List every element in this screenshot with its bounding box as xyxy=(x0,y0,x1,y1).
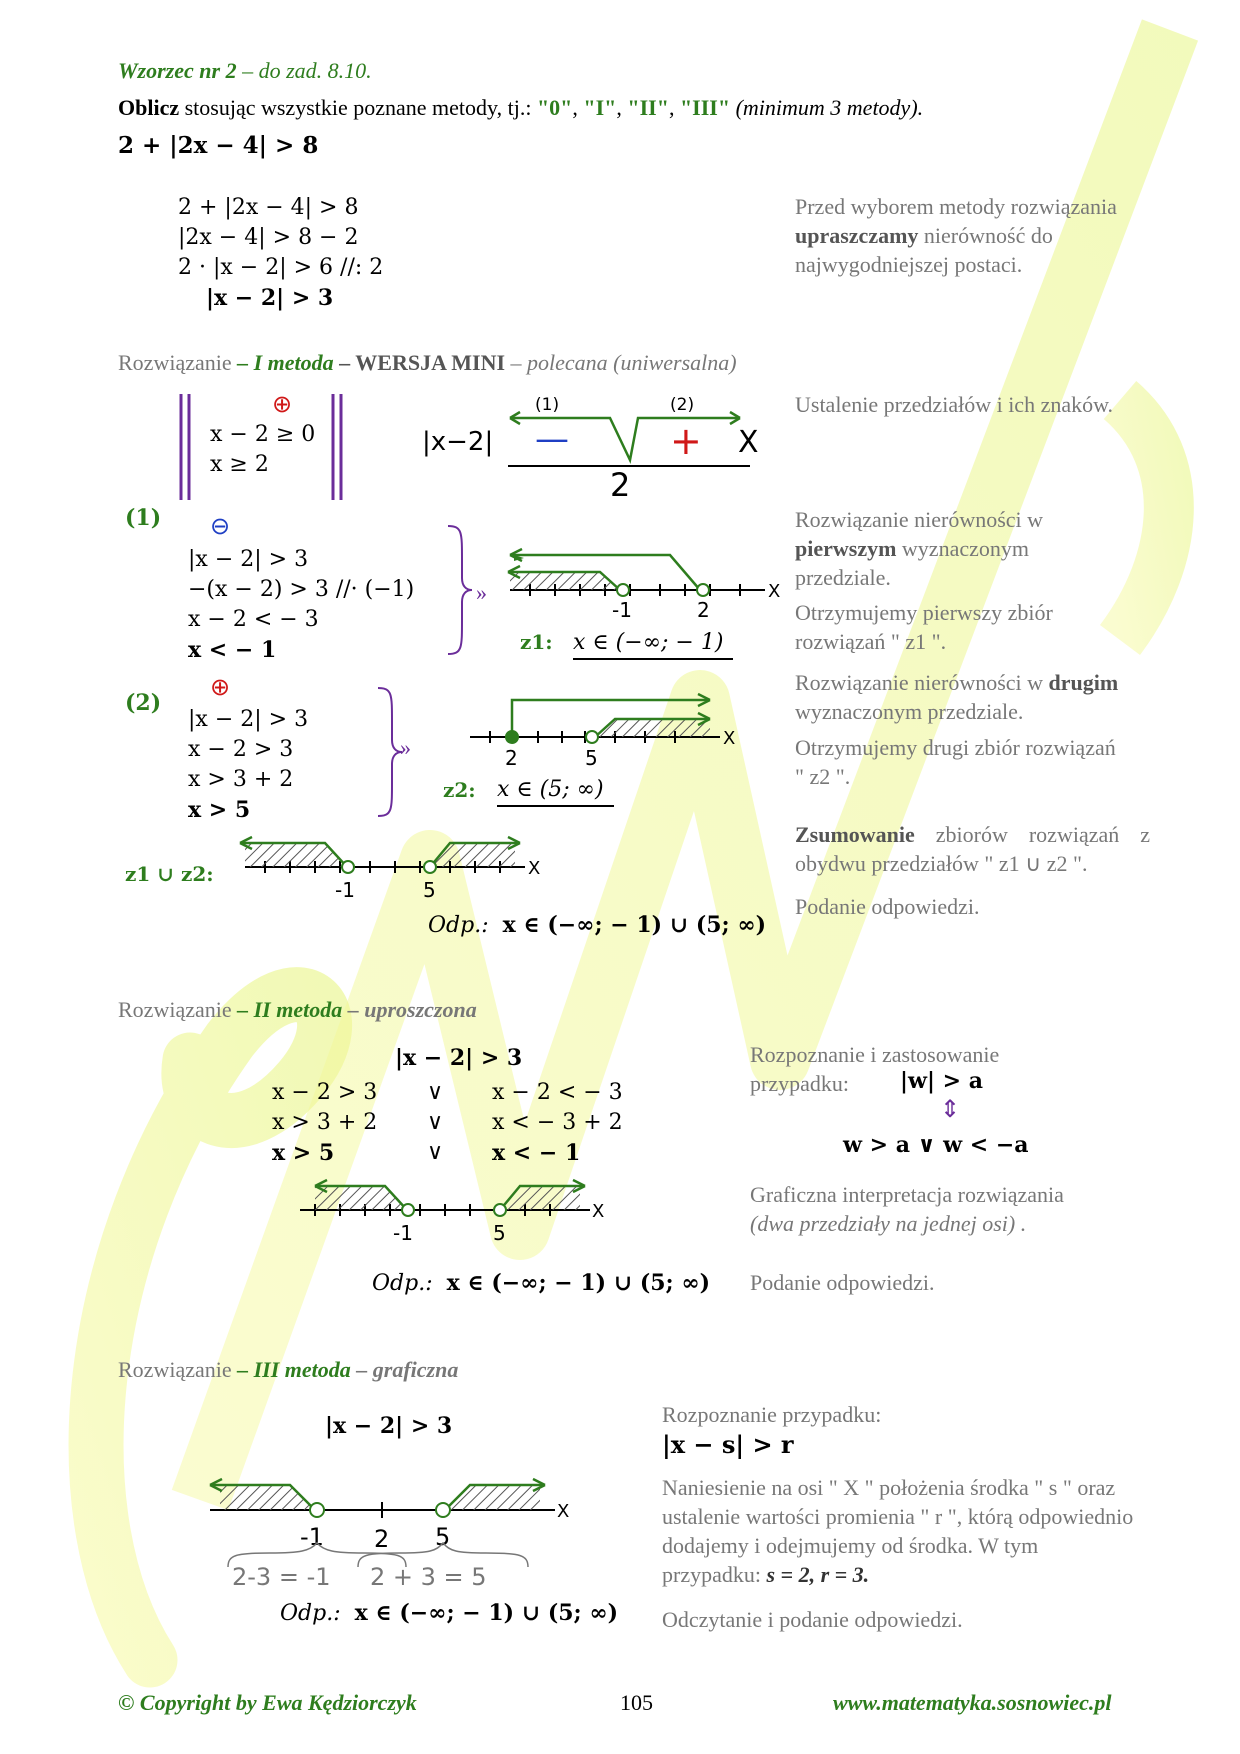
page-number: 105 xyxy=(620,1690,653,1715)
svg-text:X: X xyxy=(528,858,541,879)
tick-2-label: 2 xyxy=(610,466,631,503)
implies-icon: » xyxy=(400,735,411,760)
method2-number-line xyxy=(300,1168,620,1248)
case2-number-line xyxy=(470,685,750,770)
method-3-label: "III" xyxy=(679,95,731,120)
case2-note2: Otrzymujemy drugi zbiór rozwiązań " z2 ". xyxy=(795,735,1116,789)
case1-note2: Otrzymujemy pierwszy zbiór rozwiązań " z1 ". xyxy=(795,600,1053,654)
method1-answer-note: Podanie odpowiedzi. xyxy=(795,894,980,919)
abs-expression: |x−2| xyxy=(422,427,494,457)
right-calc: 2 + 3 = 5 xyxy=(370,1563,487,1591)
method2-answer-note: Podanie odpowiedzi. xyxy=(750,1270,935,1295)
minus-sign-icon: — xyxy=(535,419,569,459)
case2-steps: |x − 2| > 3 x − 2 > 3 x > 3 + 2 x > 5 xyxy=(188,707,309,823)
interval-2-label: (2) xyxy=(670,395,695,415)
main-inequality: 2 + |2x − 4| > 8 xyxy=(118,132,319,159)
method2-case-formula: |w| > a xyxy=(900,1068,983,1094)
method2-tick-minus1: -1 xyxy=(393,1221,413,1245)
svg-text:X: X xyxy=(723,728,736,749)
method3-plot-note: Naniesienie na osi " X " położenia środka " s " oraz ustalenie wartości promienia " r ", którą odpowiednio dodajemy i odejmujemy od środka. W tym przypadku: s = 2, r = 3. xyxy=(662,1475,1134,1587)
pattern-title: Wzorzec nr 2 xyxy=(118,58,237,83)
interval-1-label: (1) xyxy=(535,395,560,415)
svg-text:X: X xyxy=(557,1501,570,1522)
method2-heading: Rozwiązanie – II metoda – uproszczona xyxy=(118,997,477,1022)
case2-note: Rozwiązanie nierówności w drugim wyznaczonym przedziale. xyxy=(795,670,1119,724)
z2-set: x ∈ (5; ∞) xyxy=(497,775,614,807)
method3-tick-5: 5 xyxy=(435,1523,451,1551)
implies-icon: » xyxy=(476,580,487,605)
method3-case-note: Rozpoznanie przypadku: xyxy=(662,1402,882,1427)
method3-tick-2: 2 xyxy=(374,1525,390,1553)
condition-lines: x − 2 ≥ 0 x ≥ 2 xyxy=(210,422,316,477)
z1-set: x ∈ (−∞; − 1) xyxy=(573,628,733,660)
case1-number-line xyxy=(500,545,790,625)
method3-case-formula: |x − s| > r xyxy=(662,1430,794,1459)
case1-label: (1) xyxy=(125,505,162,531)
task-tail: (minimum 3 metody). xyxy=(735,95,924,120)
method2-rows: x − 2 > 3 ∨ x − 2 < − 3 x > 3 + 2 ∨ x < − 3 + 2 x > 5 ∨ x < − 1 xyxy=(272,1080,623,1166)
case2-tick-2: 2 xyxy=(505,746,518,770)
pattern-heading xyxy=(118,58,372,84)
simplify-line-3: 2 · |x − 2| > 6 //: 2 xyxy=(178,255,384,280)
svg-text:X: X xyxy=(768,581,781,602)
left-calc: 2-3 = -1 xyxy=(232,1563,331,1591)
case1-tick-minus1: -1 xyxy=(612,598,632,622)
case2-tick-5: 5 xyxy=(585,746,598,770)
method2-top: |x − 2| > 3 xyxy=(395,1045,523,1071)
minus-circle-icon: ⊖ xyxy=(210,514,231,540)
method-2-label: "II" xyxy=(627,95,669,120)
simplify-steps xyxy=(178,193,383,313)
task-text: stosując wszystkie poznane metody, tj.: xyxy=(184,95,532,120)
method2-case-result: w > a ∨ w < −a xyxy=(843,1132,1029,1158)
method3-number-line xyxy=(200,1455,570,1605)
method-0-label: "0" xyxy=(536,95,573,120)
svg-text:X: X xyxy=(592,1201,605,1222)
task-bold: Oblicz xyxy=(118,95,180,120)
z2-label: z2: xyxy=(443,778,476,802)
plus-sign-icon: ⊕ xyxy=(272,392,293,418)
simplify-line-1: 2 + |2x − 4| > 8 xyxy=(178,195,359,220)
method3-answer-note: Odczytanie i podanie odpowiedzi. xyxy=(662,1607,963,1632)
simplify-line-2: |2x − 4| > 8 − 2 xyxy=(178,225,359,250)
footer-url[interactable]: www.matematyka.sosnowiec.pl xyxy=(833,1690,1112,1715)
method1-heading: Rozwiązanie – I metoda – WERSJA MINI – polecana (uniwersalna) xyxy=(118,350,737,375)
case1-brace xyxy=(440,520,480,660)
method2-answer: Odp.: x ∈ (−∞; − 1) ∪ (5; ∞) xyxy=(372,1270,711,1296)
task-line: Oblicz stosując wszystkie poznane metody, tj.: "0", "I", "II", "III" (minimum 3 metody). xyxy=(118,95,924,120)
method2-tick-5: 5 xyxy=(493,1221,506,1245)
axis-x-label: X xyxy=(738,425,759,460)
union-label: z1 ∪ z2: xyxy=(125,862,214,886)
method2-graph-note2: (dwa przedziały na jednej osi) . xyxy=(750,1211,1027,1236)
method-1-label: "I" xyxy=(583,95,617,120)
case1-tick-2: 2 xyxy=(697,598,710,622)
simplify-note: Przed wyborem metody rozwiązania upraszczamy nierówność do najwygodniejszej postaci. xyxy=(795,194,1117,277)
z1-label: z1: xyxy=(520,630,553,654)
method3-answer: Odp.: x ∈ (−∞; − 1) ∪ (5; ∞) xyxy=(280,1600,619,1626)
method2-case-note: Rozpoznanie i zastosowanie przypadku: xyxy=(750,1042,1000,1096)
case1-note: Rozwiązanie nierówności w pierwszym wyznaczonym przedziale. xyxy=(795,507,1044,590)
method3-heading: Rozwiązanie – III metoda – graficzna xyxy=(118,1357,459,1382)
equivalence-arrow-icon: ⇕ xyxy=(940,1097,961,1123)
method2-graph-note: Graficzna interpretacja rozwiązania xyxy=(750,1182,1064,1207)
interval-note: Ustalenie przedziałów i ich znaków. xyxy=(795,392,1114,417)
pattern-ref: – do zad. 8.10. xyxy=(242,58,372,83)
plus-circle-icon: ⊕ xyxy=(210,675,231,701)
method3-tick-minus1: -1 xyxy=(300,1523,324,1551)
footer-copyright: © Copyright by Ewa Kędziorczyk xyxy=(118,1690,417,1715)
union-tick-minus1: -1 xyxy=(335,878,355,902)
union-tick-5: 5 xyxy=(423,878,436,902)
case1-steps: |x − 2| > 3 −(x − 2) > 3 //· (−1) x − 2 < − 3 x < − 1 xyxy=(188,547,415,663)
plus-sign-icon: + xyxy=(670,419,702,463)
method3-top: |x − 2| > 3 xyxy=(325,1413,453,1439)
sign-axis-diagram xyxy=(420,388,770,503)
sum-note: Zsumowanie zbiorów rozwiązań z obydwu przedziałów " z1 ∪ z2 ". xyxy=(795,822,1150,876)
union-number-line xyxy=(235,825,555,905)
simplify-line-4: |x − 2| > 3 xyxy=(206,285,334,311)
case2-label: (2) xyxy=(125,690,162,716)
method1-answer: Odp.: x ∈ (−∞; − 1) ∪ (5; ∞) xyxy=(428,912,767,938)
